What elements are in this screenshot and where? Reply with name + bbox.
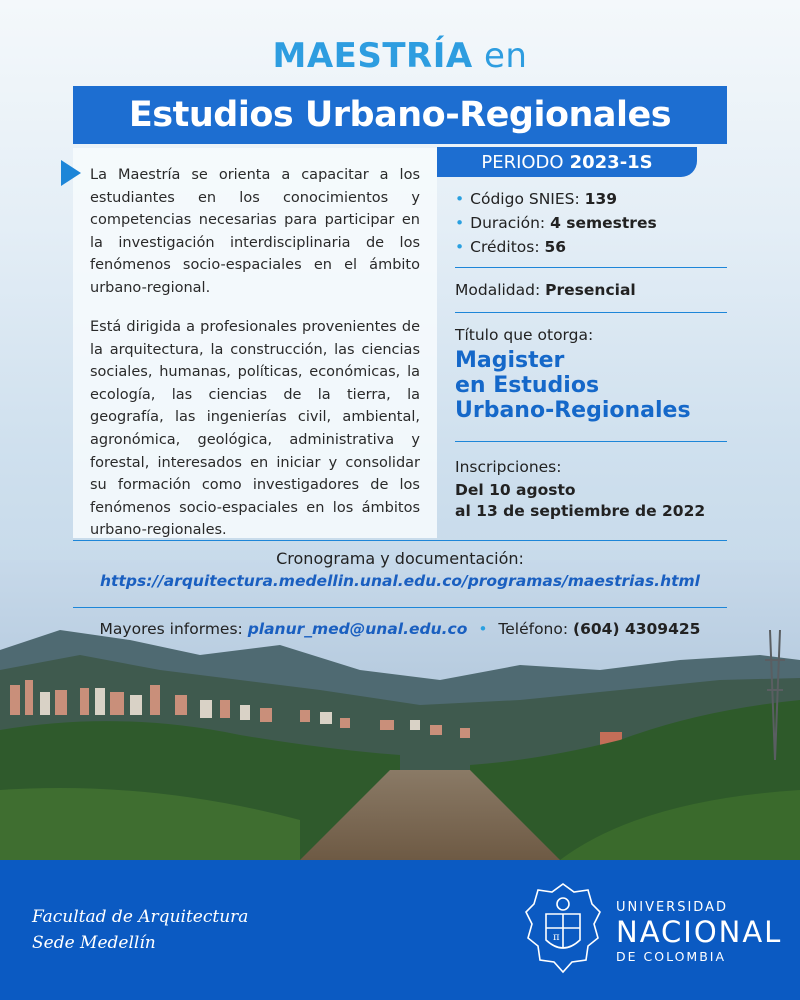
detail-creditos xyxy=(455,235,566,260)
degree-line: Magister xyxy=(455,348,565,373)
uni-line-3: DE COLOMBIA xyxy=(616,949,727,964)
detail-value: 56 xyxy=(544,238,567,256)
inscripciones-dates xyxy=(455,480,705,522)
bullet-dot-icon: • xyxy=(455,190,465,208)
detail-duracion xyxy=(455,211,657,236)
inscripciones-label: Inscripciones: xyxy=(455,458,562,476)
uni-line-1: UNIVERSIDAD xyxy=(616,900,728,915)
description-paragraph-2: Está dirigida a profesionales provenientes de la arquitectura, la construcción, las ciencias sociales, humanas, políticas, económicas, la ecología, las ciencias de la tierra, la geografía, las ingenierías civil, ambiental, agronómica, geológica, administrativa y forestal, interesados en iniciar y consolidar su formación como investigadores de los fenómenos socio-espaciales en los ámbitos urbano-regionales. xyxy=(90,319,420,539)
program-name: Estudios Urbano-Regionales xyxy=(128,95,672,135)
university-seal-icon xyxy=(522,878,604,978)
bullet-dot-icon: • xyxy=(455,214,465,232)
title-connector: en xyxy=(484,36,528,76)
divider xyxy=(455,312,727,313)
detail-label: Duración: xyxy=(470,214,546,232)
separator-dot-icon: • xyxy=(478,620,488,638)
cronograma-link[interactable]: https://arquitectura.medellin.unal.edu.co/programas/maestrias.html xyxy=(100,572,700,590)
divider xyxy=(73,540,727,541)
periodo-badge xyxy=(437,147,697,177)
program-title-bar xyxy=(73,86,727,144)
divider xyxy=(73,607,727,608)
detail-snies xyxy=(455,187,617,212)
email-link[interactable]: planur_med@unal.edu.co xyxy=(247,620,468,638)
cronograma-label: Cronograma y documentación: xyxy=(276,549,524,568)
phone-value: (604) 4309425 xyxy=(573,620,701,638)
divider xyxy=(455,267,727,268)
phone-label: Teléfono: xyxy=(498,620,569,638)
svg-text:π: π xyxy=(553,932,560,943)
faculty-name: Facultad de Arquitectura xyxy=(32,907,249,927)
periodo-label: PERIODO xyxy=(481,151,564,173)
degree-title xyxy=(455,348,691,423)
program-title-top xyxy=(0,36,800,76)
detail-value: 4 semestres xyxy=(550,214,657,232)
degree-line: Urbano-Regionales xyxy=(455,398,691,423)
description-paragraph-1: La Maestría se orienta a capacitar a los estudiantes en los conocimientos y competencias necesarias para participar en la investigación interdisciplinaria de los fenómenos socio-espaciales en el ámbito urbano-regional. xyxy=(90,167,420,296)
triangle-arrow-icon xyxy=(61,160,81,186)
periodo-value: 2023-1S xyxy=(569,151,653,173)
detail-label: Código SNIES: xyxy=(470,190,580,208)
contact-line xyxy=(0,620,800,638)
faculty-info xyxy=(32,904,248,956)
inscripciones-line: Del 10 agosto xyxy=(455,481,576,499)
city-river-photo xyxy=(0,560,800,860)
detail-label: Créditos: xyxy=(470,238,540,256)
university-logo-text xyxy=(616,900,782,964)
inscripciones-line: al 13 de septiembre de 2022 xyxy=(455,502,706,520)
detail-value: 139 xyxy=(584,190,618,208)
contact-label: Mayores informes: xyxy=(99,620,243,638)
uni-line-2: NACIONAL xyxy=(616,915,783,949)
divider xyxy=(455,441,727,442)
modalidad-label: Modalidad: xyxy=(455,281,541,299)
modalidad xyxy=(455,281,636,299)
degree-line: en Estudios xyxy=(455,373,600,398)
titulo-label: Título que otorga: xyxy=(455,326,594,344)
campus-name: Sede Medellín xyxy=(32,933,156,953)
modalidad-value: Presencial xyxy=(545,281,636,299)
title-prefix: MAESTRÍA xyxy=(272,36,473,76)
bullet-dot-icon: • xyxy=(455,238,465,256)
